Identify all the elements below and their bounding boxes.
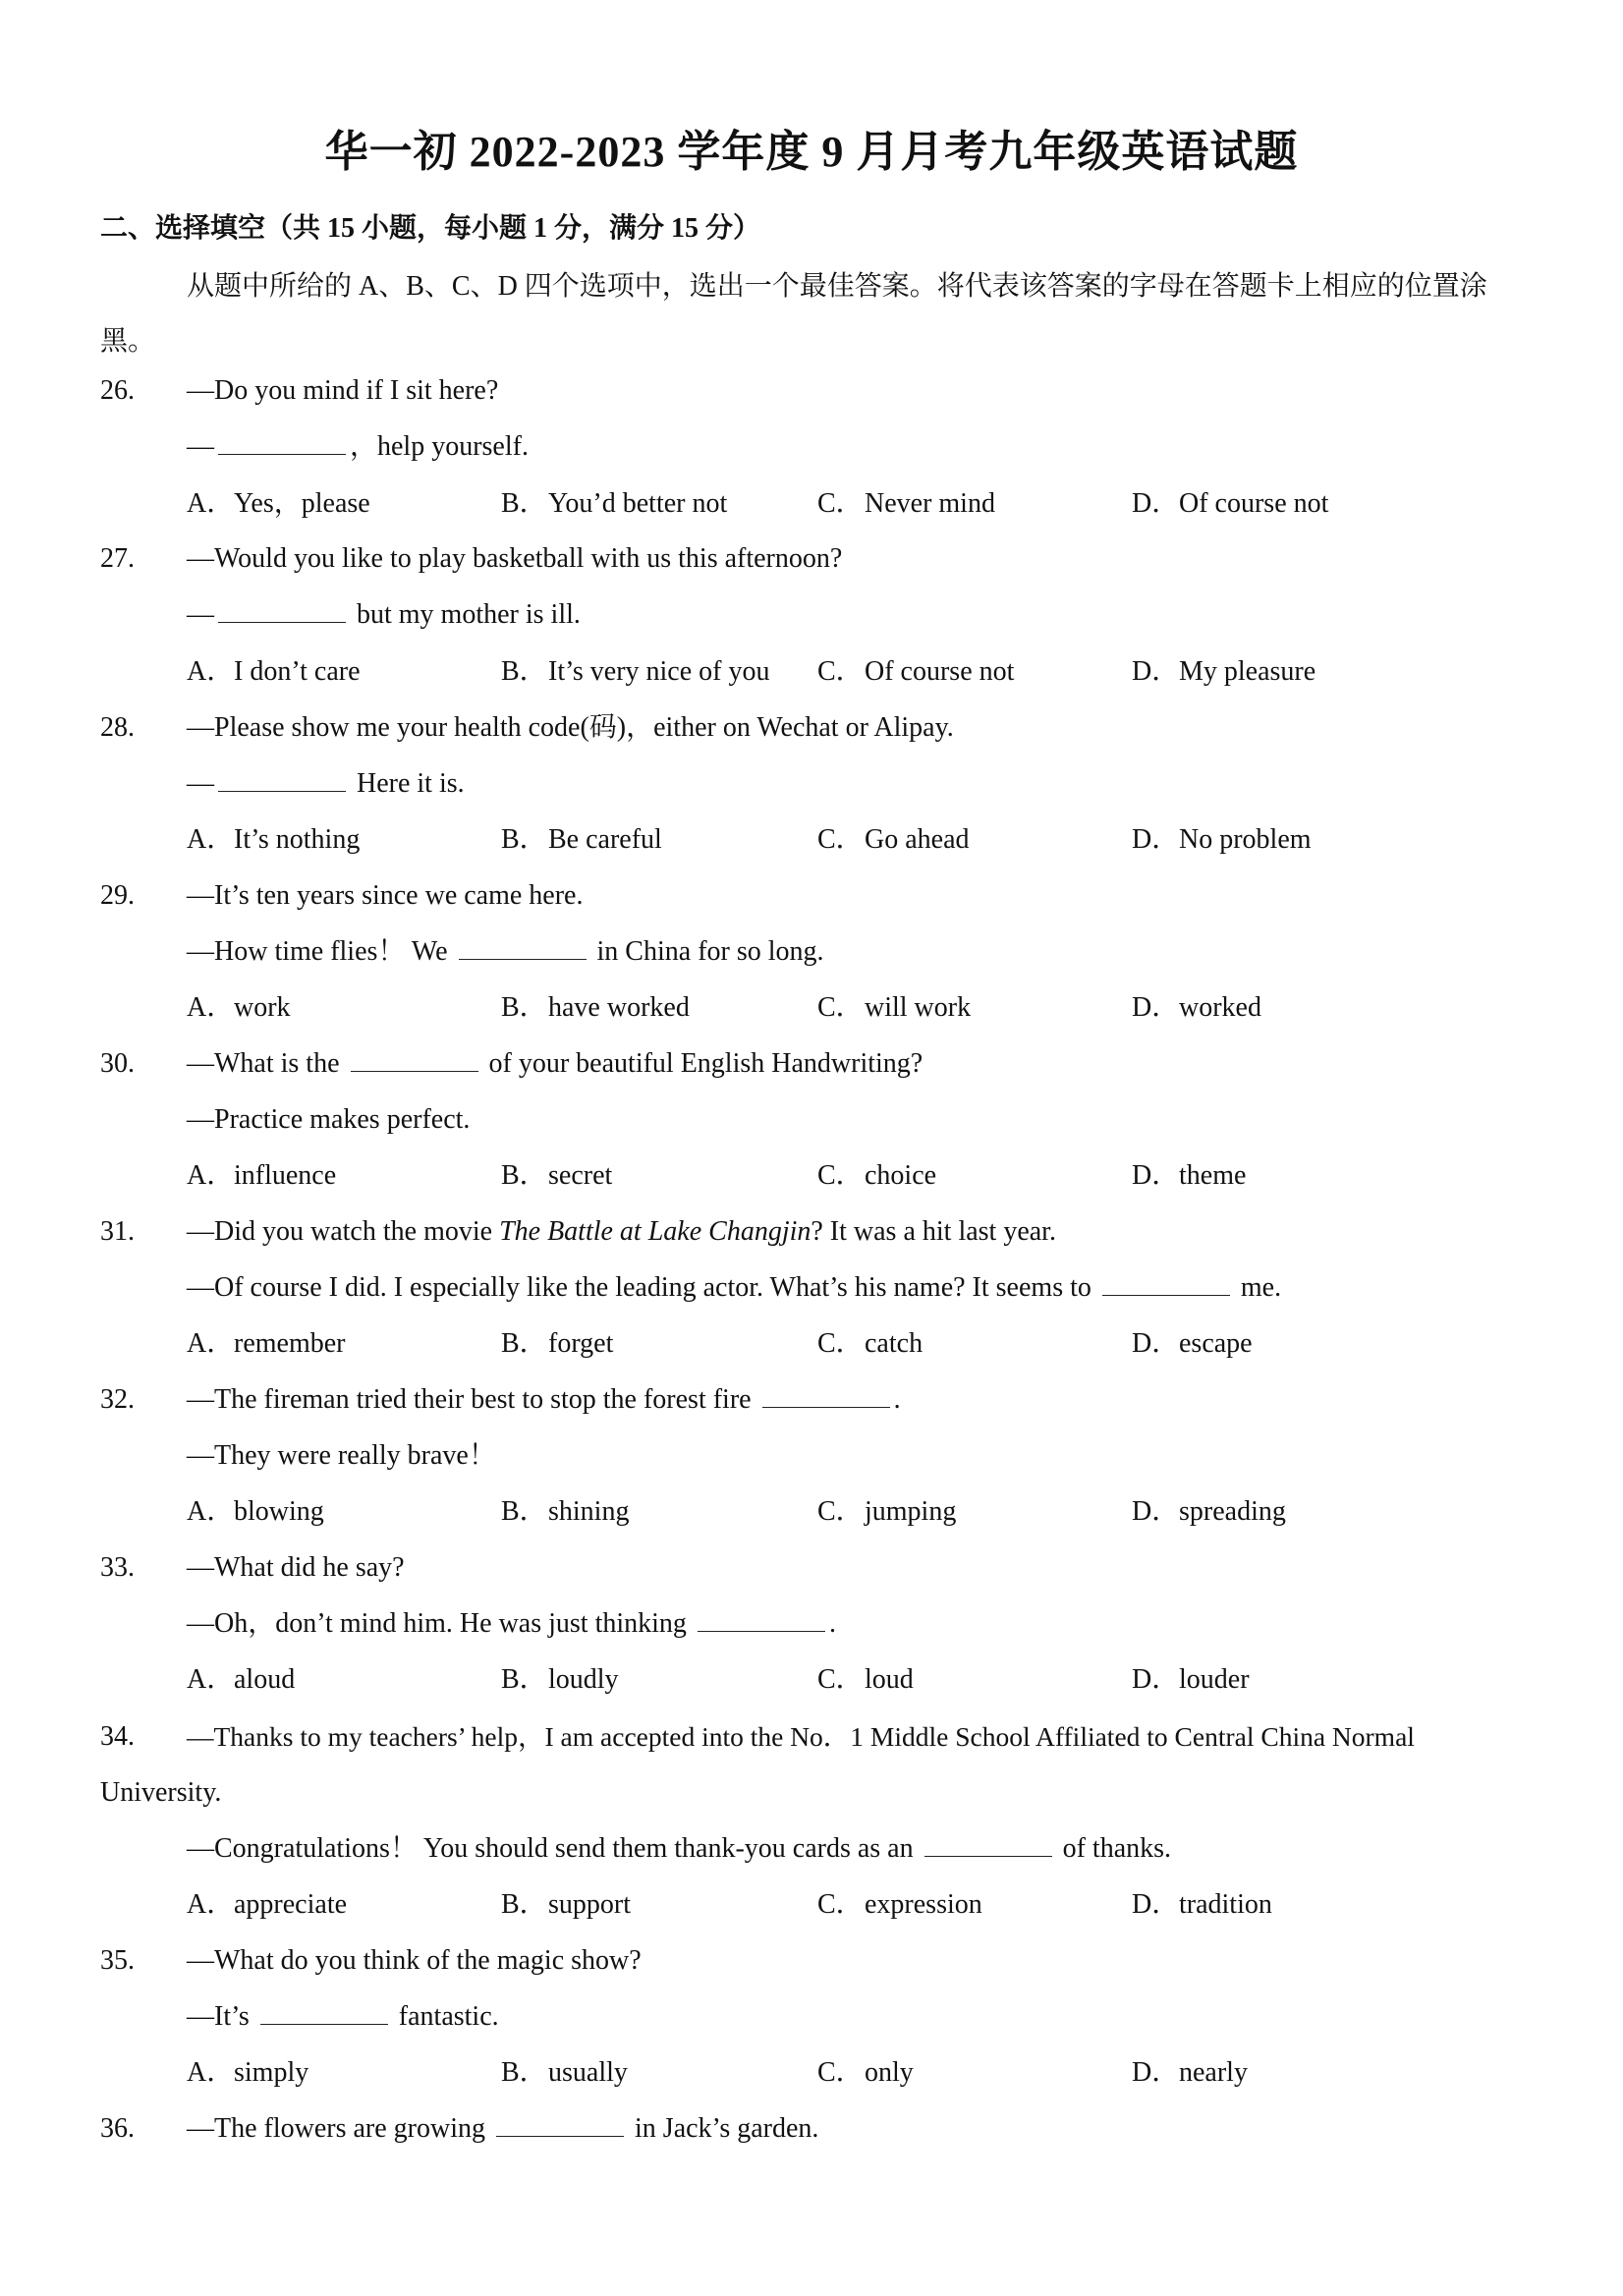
option-b: B．forget xyxy=(501,1328,614,1359)
option-c: C．choice xyxy=(817,1160,937,1191)
question-number: 27. xyxy=(100,543,135,574)
option-c: C．loud xyxy=(817,1664,914,1695)
question-response: —They were really brave！ xyxy=(187,1440,496,1471)
option-c: C．Of course not xyxy=(817,656,1015,687)
question-number: 36. xyxy=(100,2113,135,2144)
option-c: C．jumping xyxy=(817,1496,957,1527)
question-response: —Practice makes perfect. xyxy=(187,1104,471,1135)
option-a: A．simply xyxy=(187,2057,309,2088)
question-number: 33. xyxy=(100,1552,135,1583)
option-b: B．have worked xyxy=(501,992,690,1023)
option-a: A．I don’t care xyxy=(187,656,361,687)
option-c: C．will work xyxy=(817,992,972,1023)
question-number: 34. xyxy=(100,1721,135,1752)
question-response: —How time flies！ We in China for so long. xyxy=(187,936,824,967)
section-heading: 二、选择填空（共 15 小题，每小题 1 分，满分 15 分） xyxy=(100,213,761,244)
answer-blank xyxy=(924,1832,1052,1857)
option-b: B．It’s very nice of you xyxy=(501,656,770,687)
option-b: B．loudly xyxy=(501,1664,619,1695)
question-prompt-continued: University. xyxy=(100,1777,222,1808)
option-d: D．louder xyxy=(1132,1664,1250,1695)
option-d: D．No problem xyxy=(1132,824,1312,855)
question-prompt: —Please show me your health code(码)，either on Wechat or Alipay. xyxy=(187,712,954,743)
option-d: D．spreading xyxy=(1132,1496,1286,1527)
option-b: B．support xyxy=(501,1889,631,1920)
option-d: D．My pleasure xyxy=(1132,656,1316,687)
question-number: 29. xyxy=(100,880,135,911)
answer-blank xyxy=(218,767,346,792)
answer-blank xyxy=(496,2112,624,2137)
option-d: D．nearly xyxy=(1132,2057,1248,2088)
option-b: B．usually xyxy=(501,2057,628,2088)
answer-blank xyxy=(351,1047,478,1072)
question-prompt: —What is the of your beautiful English Handwriting? xyxy=(187,1048,923,1079)
option-a: A．aloud xyxy=(187,1664,296,1695)
answer-blank xyxy=(762,1383,890,1408)
option-b: B．You’d better not xyxy=(501,488,728,519)
instructions: 从题中所给的 A、B、C、D 四个选项中，选出一个最佳答案。将代表该答案的字母在答题卡上相应的位置涂黑。 xyxy=(100,271,1487,357)
exam-title: 华一初 2022-2023 学年度 9 月月考九年级英语试题 xyxy=(324,128,1299,176)
question-prompt: —It’s ten years since we came here. xyxy=(187,880,584,911)
question-prompt: —What did he say? xyxy=(187,1552,405,1583)
option-a: A．remember xyxy=(187,1328,346,1359)
question-response: —Of course I did. I especially like the leading actor. What’s his name? It seems to me. xyxy=(187,1272,1282,1303)
answer-blank xyxy=(260,2000,388,2025)
question-number: 26. xyxy=(100,375,135,406)
question-prompt: —Do you mind if I sit here? xyxy=(187,375,499,406)
question-prompt: —Would you like to play basketball with us this afternoon? xyxy=(187,543,843,574)
question-number: 28. xyxy=(100,712,135,743)
option-c: C．Never mind xyxy=(817,488,995,519)
question-response: —Oh，don’t mind him. He was just thinking . xyxy=(187,1608,836,1639)
question-response: — ，help yourself. xyxy=(187,431,529,462)
option-b: B．shining xyxy=(501,1496,630,1527)
question-prompt: —The fireman tried their best to stop the forest fire . xyxy=(187,1384,901,1415)
question-prompt: —The flowers are growing in Jack’s garden. xyxy=(187,2113,819,2144)
option-d: D．worked xyxy=(1132,992,1261,1023)
option-c: C．Go ahead xyxy=(817,824,970,855)
answer-blank xyxy=(218,430,346,455)
question-prompt: —Did you watch the movie The Battle at Lake Changjin? It was a hit last year. xyxy=(187,1216,1056,1247)
option-d: D．theme xyxy=(1132,1160,1247,1191)
question-response: —It’s fantastic. xyxy=(187,2001,499,2032)
option-d: D．Of course not xyxy=(1132,488,1329,519)
option-d: D．tradition xyxy=(1132,1889,1272,1920)
answer-blank xyxy=(459,935,587,960)
option-b: B．secret xyxy=(501,1160,613,1191)
option-d: D．escape xyxy=(1132,1328,1253,1359)
option-b: B．Be careful xyxy=(501,824,662,855)
movie-title: The Battle at Lake Changjin xyxy=(499,1216,812,1247)
option-a: A．Yes，please xyxy=(187,488,370,519)
option-c: C．catch xyxy=(817,1328,923,1359)
question-number: 30. xyxy=(100,1048,135,1079)
question-prompt: —What do you think of the magic show? xyxy=(187,1945,642,1976)
question-response: — but my mother is ill. xyxy=(187,599,581,630)
question-number: 32. xyxy=(100,1384,135,1415)
question-prompt: —Thanks to my teachers’ help，I am accepted into the No．1 Middle School Affiliated to Central China Normal xyxy=(187,1721,1415,1752)
question-response: — Here it is. xyxy=(187,768,465,799)
option-a: A．influence xyxy=(187,1160,337,1191)
option-c: C．expression xyxy=(817,1889,982,1920)
answer-blank xyxy=(1102,1271,1230,1296)
option-a: A．work xyxy=(187,992,291,1023)
option-a: A．appreciate xyxy=(187,1889,348,1920)
question-number: 35. xyxy=(100,1945,135,1976)
question-number: 31. xyxy=(100,1216,135,1247)
question-response: —Congratulations！ You should send them thank-you cards as an of thanks. xyxy=(187,1833,1172,1864)
answer-blank xyxy=(698,1607,825,1632)
option-a: A．It’s nothing xyxy=(187,824,361,855)
answer-blank xyxy=(218,598,346,623)
option-c: C．only xyxy=(817,2057,914,2088)
option-a: A．blowing xyxy=(187,1496,324,1527)
